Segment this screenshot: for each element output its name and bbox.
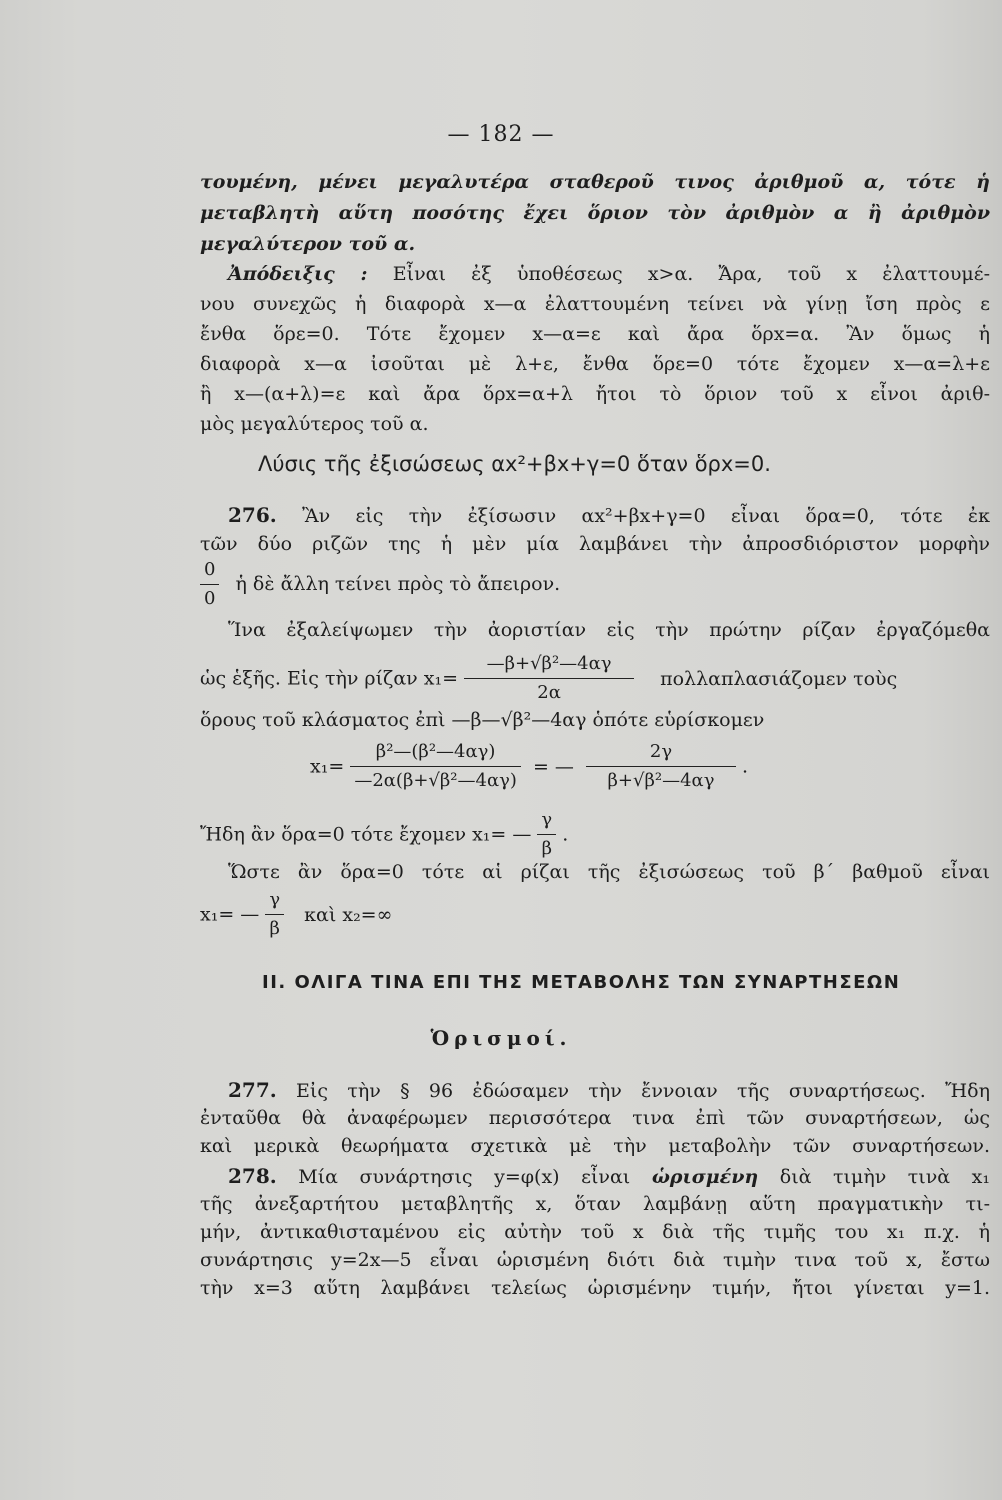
eq-fraction-1-num: β²—(β²—4αγ) [350, 738, 521, 767]
p276-line-2: τῶν δύο ριζῶν της ἡ μὲν μία λαμβάνει τὴν ἀπροσδιόριστον μορφὴν [200, 533, 990, 555]
eq-fraction-2-num: 2γ [586, 738, 736, 767]
p276-line-1 [228, 501, 990, 530]
eq-fraction-1-den: —2α(β+√β²—4αγ) [354, 770, 517, 791]
theorem-line-3: μεγαλύτερον τοῦ α. [200, 233, 416, 255]
p278-line-4: συνάρτησις y=2x—5 εἶναι ὡρισμένη διότι διὰ τιμὴν τινα τοῦ x, ἔστω [200, 1249, 990, 1271]
idi-fraction-num: γ [537, 806, 556, 835]
roots-fraction-den: β [269, 918, 280, 939]
p276-line-3 [200, 556, 990, 613]
proof-line-6: μὸς μεγαλύτερος τοῦ α. [200, 413, 429, 435]
roots-post: καὶ x₂=∞ [304, 903, 393, 926]
proof-line-2: νου συνεχῶς ἡ διαφορὰ x—α ἐλαττουμένη τείνει νὰ γίνῃ ἴση πρὸς ε [200, 293, 990, 315]
theorem-line-2: μεταβλητὴ αὕτη ποσότης ἔχει ὅριον τὸν ἀριθμὸν α ἢ ἀριθμὸν [200, 202, 990, 224]
p278-line-2: τῆς ἀνεξαρτήτου μεταβλητῆς x, ὅταν λαμβάνῃ αὕτη πραγματικὴν τι- [200, 1193, 990, 1215]
idi-line [200, 806, 990, 858]
terms-line: ὅρους τοῦ κλάσματος ἐπὶ —β—√β²—4αγ ὁπότε εὑρίσκομεν [200, 709, 765, 731]
root-fraction-den: 2α [537, 682, 561, 703]
p278-text-pre: Μία συνάρτησις y=φ(x) εἶναι [298, 1166, 631, 1188]
eq-lhs: x₁= [310, 755, 345, 778]
roots-fraction [265, 886, 284, 943]
root-fraction-num: —β+√β²—4αγ [464, 650, 634, 679]
root-line [200, 650, 990, 704]
fraction-denominator: 0 [204, 588, 216, 609]
idi-fraction-den: β [541, 838, 552, 859]
roots-line [200, 886, 990, 938]
p277-line-1 [228, 1076, 990, 1105]
root-line-post: πολλαπλασιάζομεν τοὺς [660, 667, 898, 690]
ina-line: Ἵνα ἐξαλείψωμεν τὴν ἀοριστίαν εἰς τὴν πρώτην ρίζαν ἐργαζόμεθα [228, 619, 990, 641]
oste-line: Ὥστε ἂν ὅρα=0 τότε αἱ ρίζαι τῆς ἐξισώσεως τοῦ β΄ βαθμοῦ εἶναι [228, 861, 990, 883]
eq-fraction-2-den: β+√β²—4αγ [607, 770, 715, 791]
root-line-pre: ὡς ἑξῆς. Εἰς τὴν ρίζαν x₁= [200, 667, 459, 690]
p278-emphasis: ὡρισμένη [651, 1166, 759, 1188]
proof-label: Ἀπόδειξις : [228, 263, 368, 285]
subtitle: Ὁρισμοί. [430, 1026, 572, 1050]
p276-number: 276. [228, 503, 277, 527]
zero-over-zero-fraction [200, 556, 219, 613]
proof-text-1: Εἶναι ἐξ ὑποθέσεως x>α. Ἄρα, τοῦ x ἐλαττουμέ- [392, 263, 990, 285]
p278-number: 278. [228, 1164, 277, 1188]
fraction-numerator: 0 [200, 556, 219, 585]
p278-line-3: μήν, ἀντικαθισταμένου εἰς αὐτὴν τοῦ x διὰ τῆς τιμῆς του x₁ π.χ. ἡ [200, 1221, 990, 1243]
p278-line-1 [228, 1162, 990, 1191]
p276-text-1: Ἂν εἰς τὴν ἐξίσωσιν αx²+βx+γ=0 εἶναι ὅρα=0, τότε ἐκ [302, 505, 990, 527]
theorem-line-1: τουμένη, μένει μεγαλυτέρα σταθεροῦ τινος ἀριθμοῦ α, τότε ἡ [200, 171, 990, 193]
section-title: II. ΟΛΙΓΑ ΤΙΝΑ ΕΠΙ ΤΗΣ ΜΕΤΑΒΟΛΗΣ ΤΩΝ ΣΥΝΑΡΤΗΣΕΩΝ [262, 972, 901, 993]
idi-text: Ἤδη ἂν ὅρα=0 τότε ἔχομεν x₁= — [200, 823, 532, 846]
proof-line-1 [228, 260, 990, 288]
proof-line-3: ἔνθα ὅρε=0. Τότε ἔχομεν x—α=ε καὶ ἄρα ὅρx=α. Ἂν ὅμως ἡ [200, 323, 990, 345]
p277-line-3: καὶ μερικὰ θεωρήματα σχετικὰ μὲ τὴν μεταβολὴν τῶν συναρτήσεων. [200, 1135, 990, 1157]
p278-line-5: τὴν x=3 αὕτη λαμβάνει τελείως ὡρισμένην τιμήν, ἤτοι γίνεται y=1. [200, 1277, 990, 1299]
p277-number: 277. [228, 1078, 277, 1102]
eq-fraction-2 [586, 738, 736, 795]
section-heading: Λύσις τῆς ἐξισώσεως αx²+βx+γ=0 ὅταν ὅρx=0. [258, 452, 771, 476]
p278-text-post: διὰ τιμὴν τινὰ x₁ [779, 1166, 990, 1188]
p277-line-2: ἐνταῦθα θὰ ἀναφέρωμεν περισσότερα τινα ἐπὶ τῶν συναρτήσεων, ὡς [200, 1107, 990, 1129]
eq-end: . [742, 755, 749, 778]
equation-x1 [310, 738, 870, 798]
p277-text-1: Εἰς τὴν § 96 ἐδώσαμεν τὴν ἔννοιαν τῆς συναρτήσεως. Ἤδη [296, 1080, 991, 1102]
proof-line-4: διαφορὰ x—α ἰσοῦται μὲ λ+ε, ἔνθα ὅρε=0 τότε ἔχομεν x—α=λ+ε [200, 353, 990, 375]
roots-pre: x₁= — [200, 903, 260, 926]
idi-fraction [537, 806, 556, 863]
roots-fraction-num: γ [265, 886, 284, 915]
p276-text-3: ἡ δὲ ἄλλη τείνει πρὸς τὸ ἄπειρον. [235, 572, 561, 595]
root-fraction [464, 650, 634, 707]
proof-line-5: ἢ x—(α+λ)=ε καὶ ἄρα ὅρx=α+λ ἤτοι τὸ ὅριον τοῦ x εἶνοι ἀριθ- [200, 383, 990, 405]
idi-end: . [562, 823, 569, 846]
page-number: — 182 — [447, 122, 555, 147]
eq-fraction-1 [350, 738, 521, 795]
eq-mid: = — [532, 755, 574, 778]
